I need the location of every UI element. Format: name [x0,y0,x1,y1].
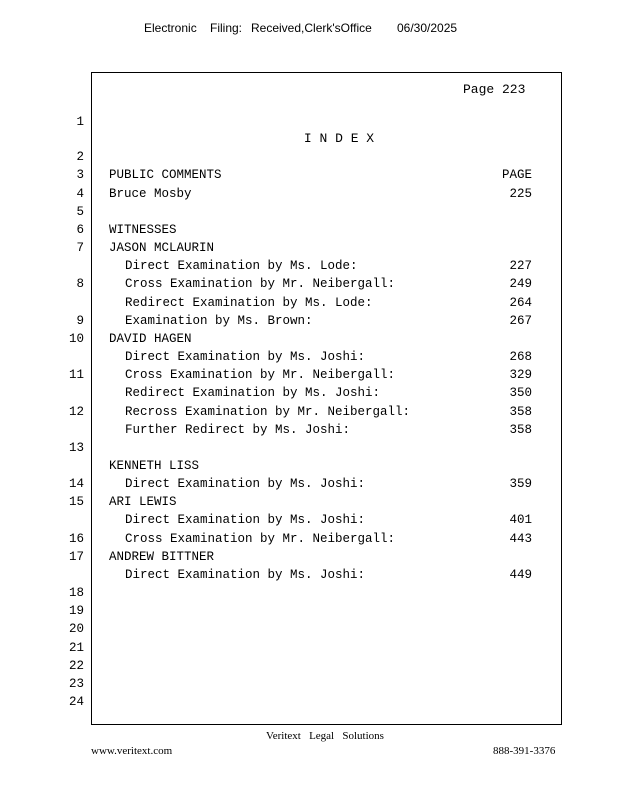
line-number: 21 [68,641,84,655]
examination-page: 249 [509,277,532,291]
witness-name: ANDREW BITTNER [109,550,215,564]
filing-stamp-electronic: Electronic [144,21,197,35]
line-number: 14 [68,477,84,491]
page-column-heading: PAGE [501,168,532,182]
examination-entry: Redirect Examination by Ms. Lode: [125,296,373,310]
footer-company: Veritext Legal Solutions [266,730,384,742]
examination-page: 358 [509,405,532,419]
examination-page: 268 [509,350,532,364]
line-number: 16 [68,532,84,546]
examination-entry: Examination by Ms. Brown: [125,314,313,328]
line-number: 3 [76,168,84,182]
examination-entry: Cross Examination by Mr. Neibergall: [125,532,396,546]
line-number: 24 [68,695,84,709]
examination-page: 329 [509,368,532,382]
line-number: 13 [68,441,84,455]
filing-stamp-received: Received,Clerk'sOffice [251,21,372,35]
examination-entry: Direct Examination by Ms. Joshi: [125,513,366,527]
line-number: 9 [76,314,84,328]
line-number: 19 [68,604,84,618]
line-number: 22 [68,659,84,673]
page-label: Page 223 [463,82,526,97]
line-number: 18 [68,586,84,600]
examination-entry: Further Redirect by Ms. Joshi: [125,423,351,437]
line-number: 8 [76,277,84,291]
witness-name: DAVID HAGEN [109,332,192,346]
line-number: 20 [68,622,84,636]
witness-name: ARI LEWIS [109,495,177,509]
public-commenter-page: 225 [509,187,532,201]
filing-stamp-date: 06/30/2025 [397,21,458,35]
line-number: 4 [76,187,84,201]
line-number: 17 [68,550,84,564]
examination-entry: Cross Examination by Mr. Neibergall: [125,368,396,382]
line-number: 11 [68,368,84,382]
examination-entry: Direct Examination by Ms. Lode: [125,259,358,273]
line-number: 5 [76,205,84,219]
line-number: 6 [76,223,84,237]
examination-page: 264 [509,296,532,310]
line-number: 1 [76,115,84,129]
index-title: I N D E X [303,131,375,146]
filing-stamp-filing: Filing: [210,21,243,35]
examination-page: 350 [509,386,532,400]
witness-name: KENNETH LISS [109,459,200,473]
line-number: 12 [68,405,84,419]
examination-entry: Recross Examination by Mr. Neibergall: [125,405,411,419]
public-commenter-name: Bruce Mosby [109,187,192,201]
examination-entry: Direct Examination by Ms. Joshi: [125,568,366,582]
public-comments-heading: PUBLIC COMMENTS [109,168,222,182]
examination-page: 227 [509,259,532,273]
examination-entry: Direct Examination by Ms. Joshi: [125,350,366,364]
examination-page: 443 [509,532,532,546]
examination-page: 358 [509,423,532,437]
examination-entry: Redirect Examination by Ms. Joshi: [125,386,381,400]
line-number: 2 [76,150,84,164]
line-number: 15 [68,495,84,509]
examination-entry: Direct Examination by Ms. Joshi: [125,477,366,491]
examination-page: 401 [509,513,532,527]
examination-entry: Cross Examination by Mr. Neibergall: [125,277,396,291]
line-number: 10 [68,332,84,346]
witnesses-heading: WITNESSES [109,223,177,237]
examination-page: 267 [509,314,532,328]
examination-page: 359 [509,477,532,491]
line-number: 23 [68,677,84,691]
footer-phone: 888-391-3376 [493,745,556,757]
footer-website: www.veritext.com [91,745,173,757]
examination-page: 449 [509,568,532,582]
line-number: 7 [76,241,84,255]
witness-name: JASON MCLAURIN [109,241,215,255]
